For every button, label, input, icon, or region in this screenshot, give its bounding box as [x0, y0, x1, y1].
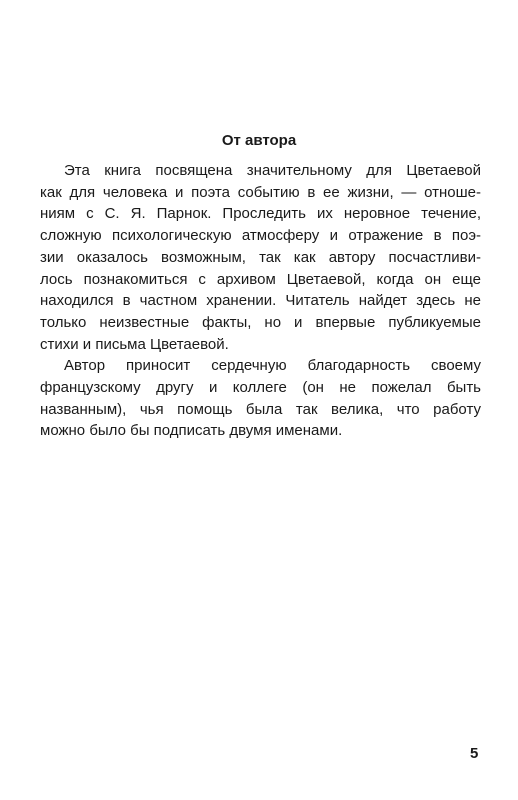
paragraph-2 — [40, 355, 481, 442]
text-line: лось познакомиться с архивом Цветаевой, когда он еще — [40, 270, 481, 288]
text-line: ниям с С. Я. Парнок. Проследить их неровное течение, — [40, 205, 481, 223]
text-line: стихи и письма Цветаевой. — [40, 335, 229, 353]
text-line: сложную психологическую атмосферу и отражение в поэ- — [40, 227, 481, 245]
paragraph-1 — [40, 160, 481, 355]
text-line: зии оказалось возможным, так как автору посчастливи- — [40, 248, 481, 266]
text-line: названным), чья помощь была так велика, что работу — [40, 400, 481, 418]
body-text — [40, 160, 481, 442]
text-line: Автор приносит сердечную благодарность своему — [64, 357, 481, 375]
text-line: можно было бы подписать двумя именами. — [40, 422, 343, 440]
text-line: как для человека и поэта событию в ее жизни, — отноше- — [40, 183, 481, 201]
text-line: только неизвестные факты, но и впервые публикуемые — [40, 313, 481, 331]
text-line: Эта книга посвящена значительному для Цветаевой — [64, 162, 481, 179]
section-heading: От автора — [221, 132, 297, 149]
page-number: 5 — [470, 745, 479, 762]
text-line: французскому другу и коллеге (он не пожелал быть — [40, 379, 481, 397]
text-line: находился в частном хранении. Читатель найдет здесь не — [40, 292, 481, 310]
